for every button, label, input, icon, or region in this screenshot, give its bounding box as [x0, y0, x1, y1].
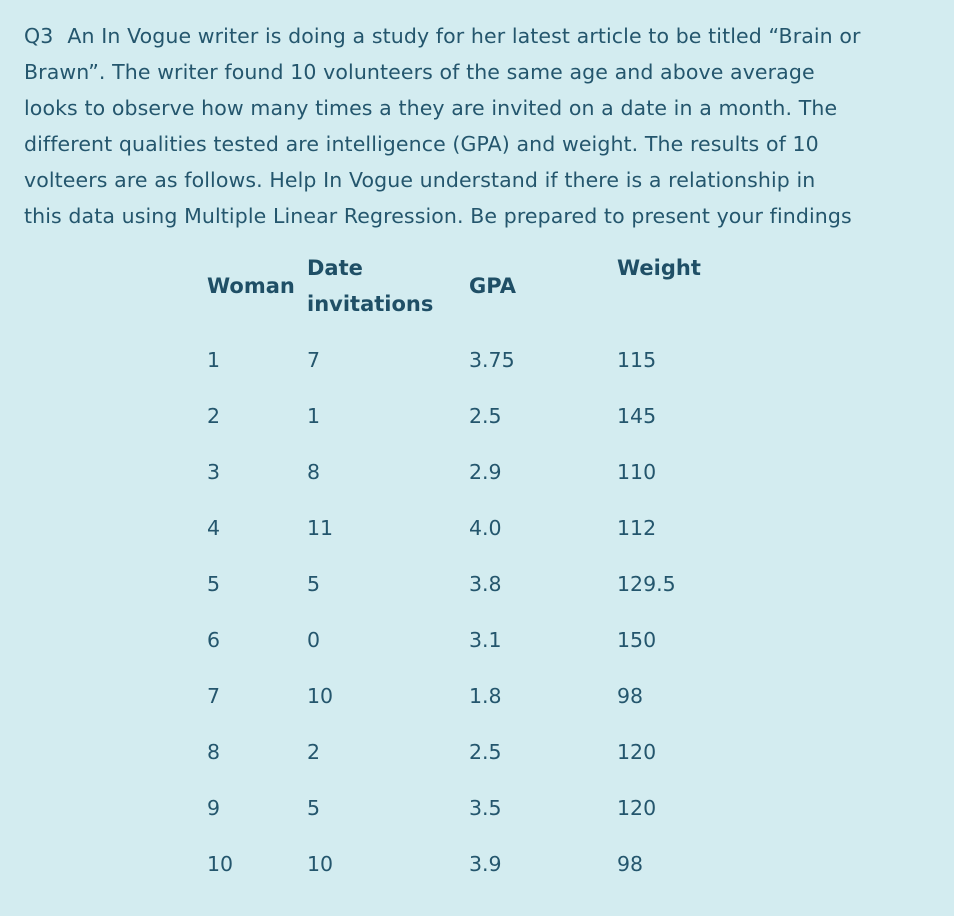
cell-date-invitations: 8 — [307, 460, 321, 484]
cell-weight: 120 — [617, 796, 657, 820]
cell-woman: 3 — [207, 460, 221, 484]
cell-date-invitations: 0 — [307, 628, 321, 652]
cell-woman: 9 — [207, 796, 221, 820]
question-line: Brawn”. The writer found 10 volunteers of the same age and above average — [24, 60, 815, 84]
cell-date-invitations: 10 — [307, 684, 334, 708]
cell-gpa: 4.0 — [469, 516, 502, 540]
cell-weight: 145 — [617, 404, 657, 428]
cell-date-invitations: 1 — [307, 404, 321, 428]
cell-weight: 112 — [617, 516, 657, 540]
cell-weight: 129.5 — [617, 572, 676, 596]
cell-woman: 2 — [207, 404, 221, 428]
header-weight: Weight — [617, 256, 701, 280]
cell-gpa: 3.1 — [469, 628, 502, 652]
question-line: looks to observe how many times a they are invited on a date in a month. The — [24, 96, 838, 120]
cell-date-invitations: 5 — [307, 572, 321, 596]
cell-woman: 4 — [207, 516, 221, 540]
cell-weight: 98 — [617, 684, 644, 708]
cell-woman: 1 — [207, 348, 221, 372]
question-line: different qualities tested are intelligence (GPA) and weight. The results of 10 — [24, 132, 819, 156]
question-line: this data using Multiple Linear Regression. Be prepared to present your findings — [24, 204, 852, 228]
cell-woman: 7 — [207, 684, 221, 708]
cell-woman: 5 — [207, 572, 221, 596]
cell-gpa: 3.75 — [469, 348, 515, 372]
cell-woman: 8 — [207, 740, 221, 764]
cell-gpa: 2.5 — [469, 740, 502, 764]
cell-gpa: 2.5 — [469, 404, 502, 428]
cell-weight: 150 — [617, 628, 657, 652]
cell-gpa: 2.9 — [469, 460, 502, 484]
cell-weight: 110 — [617, 460, 657, 484]
cell-weight: 98 — [617, 852, 644, 876]
cell-date-invitations: 11 — [307, 516, 334, 540]
cell-date-invitations: 5 — [307, 796, 321, 820]
cell-gpa: 3.9 — [469, 852, 502, 876]
cell-woman: 6 — [207, 628, 221, 652]
question-text — [24, 18, 944, 234]
cell-gpa: 1.8 — [469, 684, 502, 708]
header-date-invitations: Date invitations — [307, 256, 434, 316]
cell-weight: 115 — [617, 348, 657, 372]
question-line: volteers are as follows. Help In Vogue understand if there is a relationship in — [24, 168, 816, 192]
cell-date-invitations: 7 — [307, 348, 321, 372]
cell-date-invitations: 10 — [307, 852, 334, 876]
header-gpa: GPA — [469, 274, 516, 298]
question-line: Q3 An In Vogue writer is doing a study for her latest article to be titled “Brain or — [24, 24, 861, 48]
cell-gpa: 3.8 — [469, 572, 502, 596]
cell-date-invitations: 2 — [307, 740, 321, 764]
question-number: Q3 — [24, 24, 54, 48]
cell-woman: 10 — [207, 852, 234, 876]
cell-gpa: 3.5 — [469, 796, 502, 820]
cell-weight: 120 — [617, 740, 657, 764]
header-woman: Woman — [207, 274, 295, 298]
